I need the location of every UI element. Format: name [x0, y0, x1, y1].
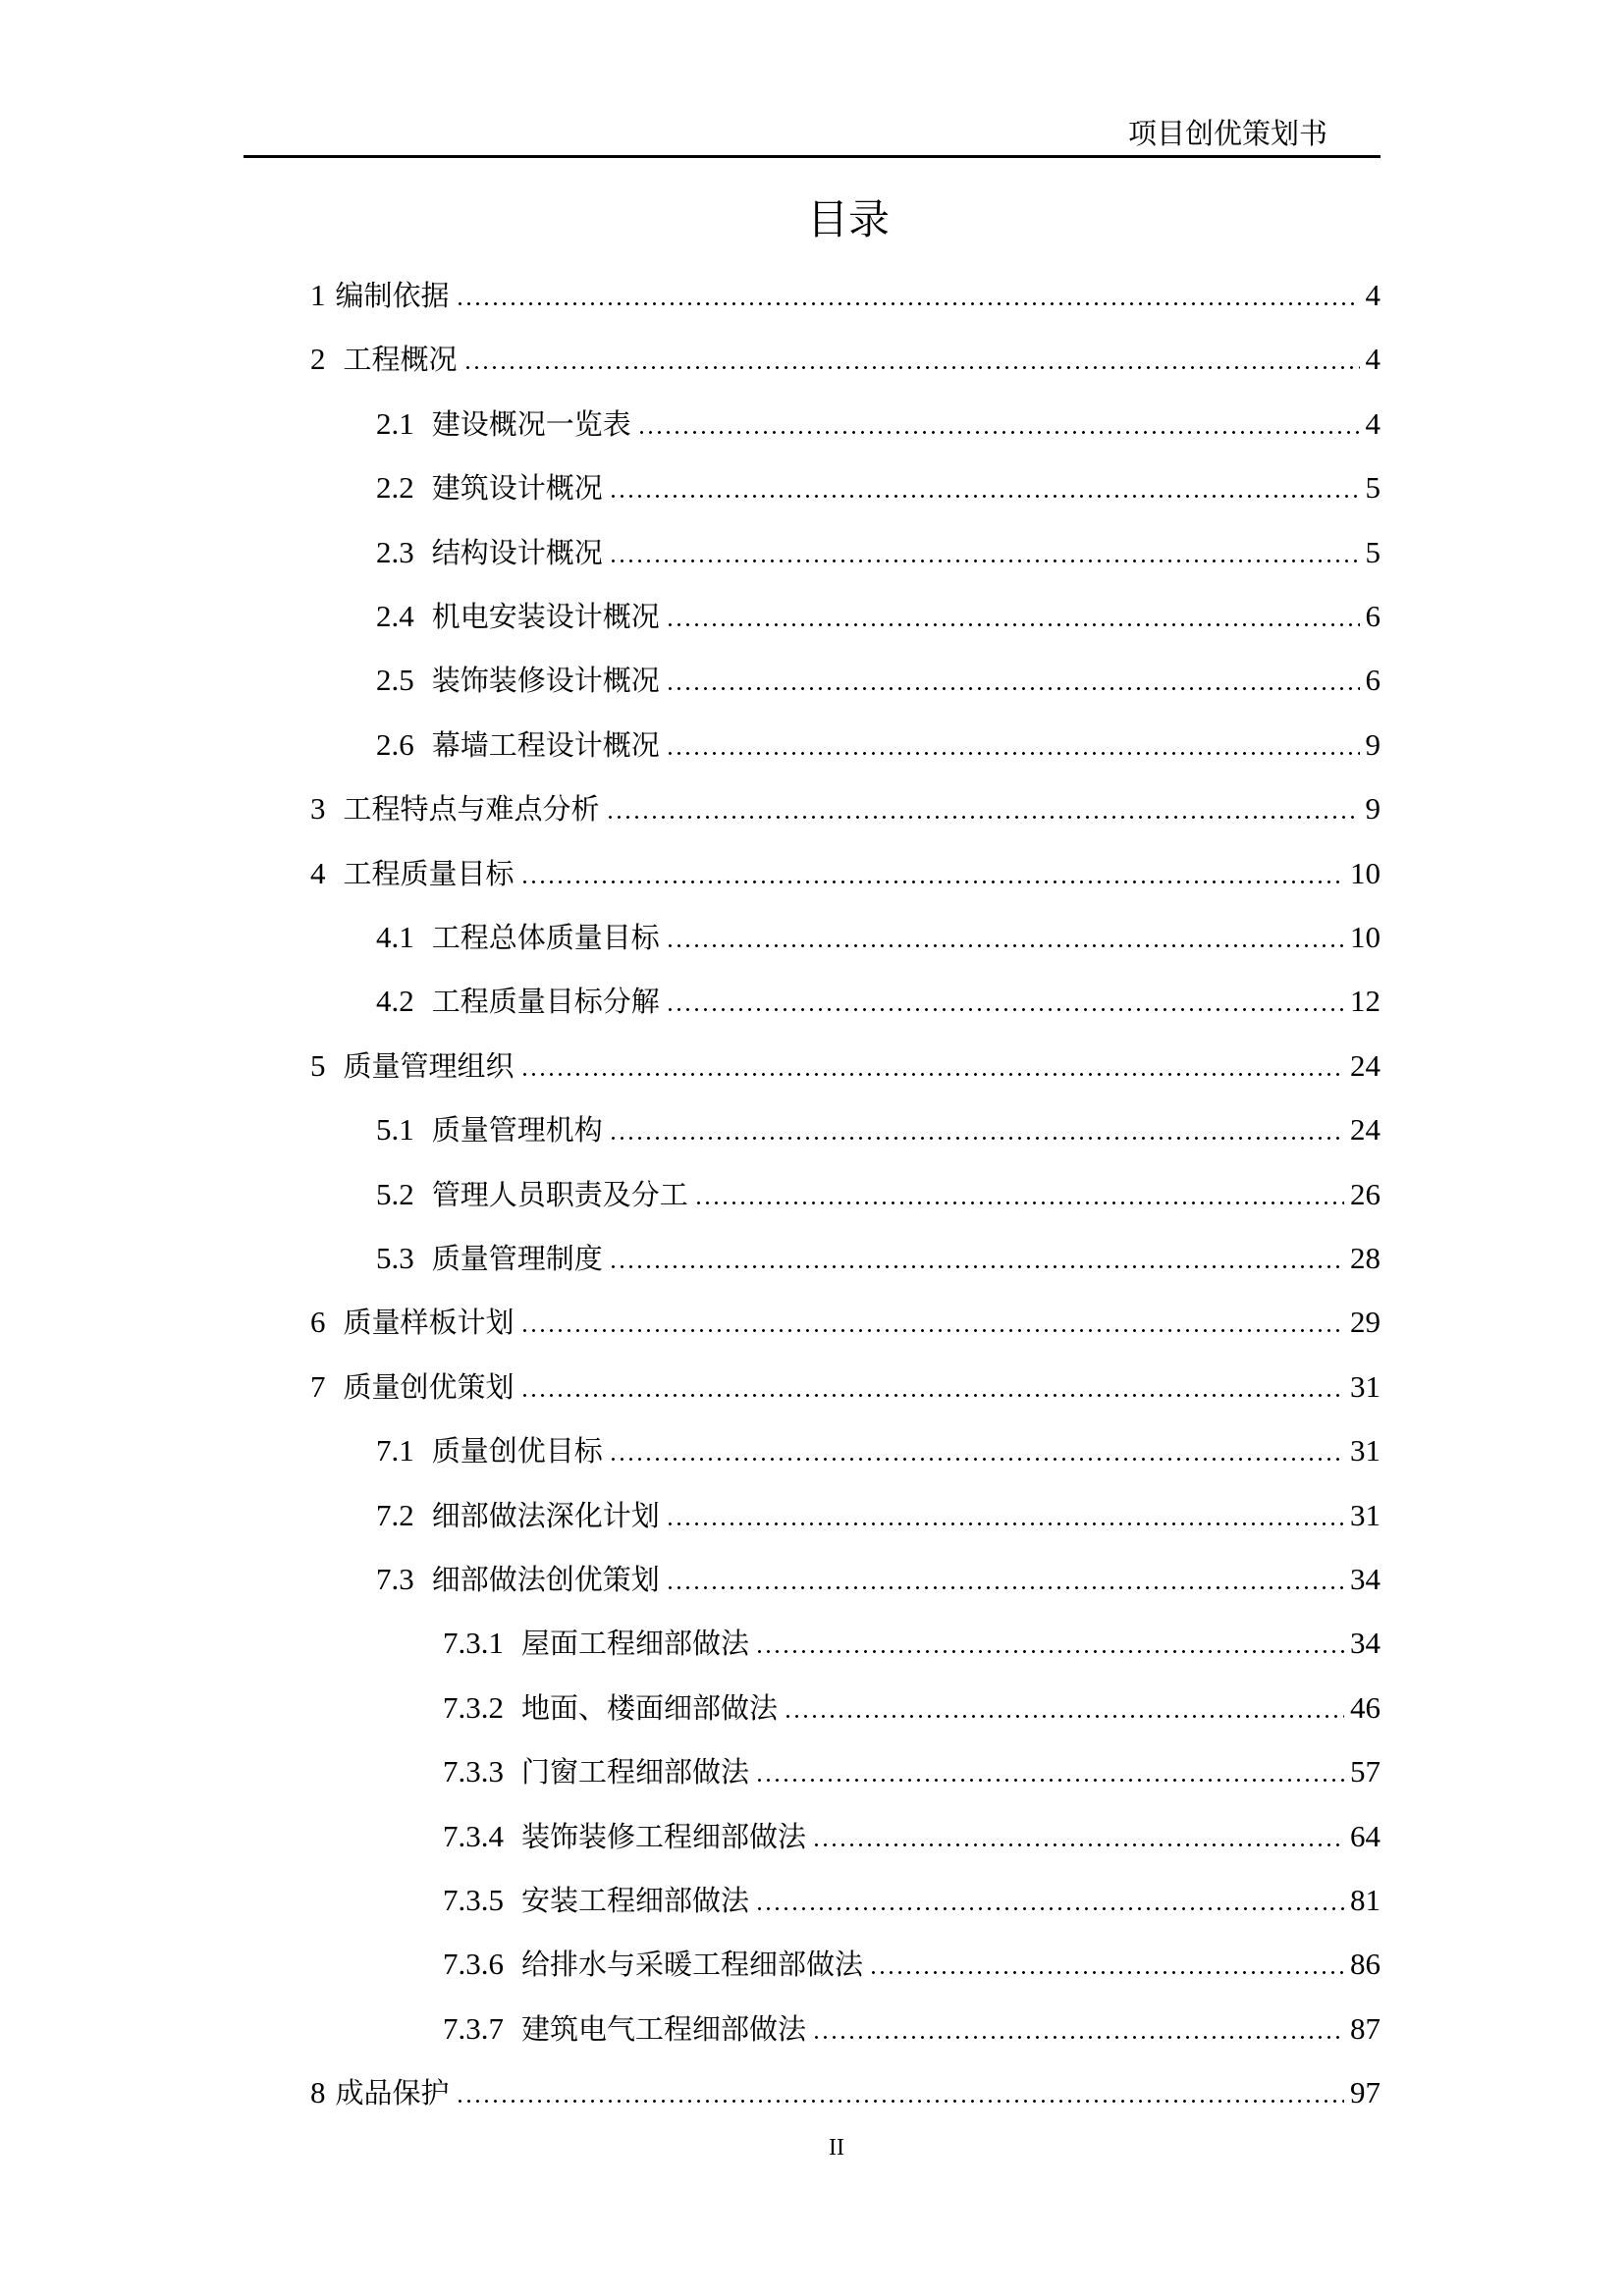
toc-entry-page: 6: [1365, 663, 1380, 697]
toc-entry[interactable]: [310, 789, 1380, 828]
toc-entry-page: 29: [1350, 1305, 1380, 1339]
toc-entry-number: 2.2: [376, 470, 414, 505]
toc-entry-title: 结构设计概况: [431, 536, 603, 569]
toc-entry-title: 幕墙工程设计概况: [431, 728, 660, 762]
toc-entry-number: 2.1: [376, 406, 414, 441]
toc-entry-page: 31: [1350, 1498, 1380, 1532]
toc-entry-title: 编制依据: [335, 279, 450, 312]
toc-entry-page: 81: [1350, 1883, 1380, 1917]
toc-entry-number: 7.3.3: [443, 1754, 504, 1789]
toc-entry-title: 建设概况一览表: [431, 407, 631, 441]
toc-entry-title: 装饰装修工程细部做法: [521, 1820, 807, 1853]
toc-entry[interactable]: [376, 918, 1380, 957]
toc-leader-dots: [606, 816, 1360, 819]
toc-entry[interactable]: [443, 1624, 1380, 1663]
toc-entry-number: 2.4: [376, 599, 414, 633]
toc-leader-dots: [456, 2100, 1344, 2103]
toc-entry[interactable]: [443, 1881, 1380, 1920]
toc-leader-dots: [520, 1073, 1344, 1076]
toc-entry-number: 7.3.6: [443, 1947, 504, 1981]
toc-entry-title: 质量管理制度: [431, 1242, 603, 1275]
toc-entry[interactable]: [310, 1303, 1380, 1342]
toc-entry-title: 质量创优目标: [431, 1434, 603, 1468]
toc-entry[interactable]: [310, 1367, 1380, 1407]
toc-leader-dots: [666, 944, 1344, 947]
toc-leader-dots: [869, 1971, 1344, 1974]
toc-entry[interactable]: [376, 982, 1380, 1021]
toc-entry-title: 质量管理组织: [343, 1049, 514, 1083]
toc-leader-dots: [520, 881, 1344, 883]
toc-leader-dots: [609, 560, 1360, 562]
toc-entry[interactable]: [376, 1496, 1380, 1535]
toc-entry-page: 4: [1365, 342, 1380, 376]
toc-entry-number: 8: [310, 2075, 326, 2109]
toc-entry-page: 24: [1350, 1048, 1380, 1083]
toc-entry-number: 5: [310, 1048, 326, 1083]
toc-entry-page: 64: [1350, 1819, 1380, 1853]
toc-entry-title: 工程概况: [343, 343, 458, 376]
toc-entry-number: 5.3: [376, 1241, 414, 1275]
toc-entry-number: 5.2: [376, 1177, 414, 1211]
toc-entry-page: 5: [1365, 470, 1380, 505]
toc-leader-dots: [456, 302, 1360, 305]
toc-entry-title: 质量管理机构: [431, 1113, 603, 1147]
toc-entry-number: 2: [310, 342, 326, 376]
toc-leader-dots: [609, 1458, 1344, 1461]
toc-leader-dots: [637, 431, 1360, 434]
toc-leader-dots: [609, 1137, 1344, 1140]
toc-entry-number: 2.5: [376, 663, 414, 697]
toc-entry[interactable]: [443, 1945, 1380, 1984]
toc-entry-title: 安装工程细部做法: [521, 1884, 750, 1917]
toc-entry[interactable]: [376, 468, 1380, 507]
toc-entry-page: 31: [1350, 1369, 1380, 1404]
toc-leader-dots: [609, 495, 1360, 498]
toc-entry-page: 97: [1350, 2075, 1380, 2109]
toc-entry[interactable]: [310, 276, 1380, 315]
toc-entry-number: 7.3.2: [443, 1690, 504, 1725]
toc-entry-title: 装饰装修设计概况: [431, 664, 660, 697]
toc-entry-page: 34: [1350, 1562, 1380, 1596]
toc-entry[interactable]: [376, 404, 1380, 444]
toc-entry[interactable]: [376, 1110, 1380, 1149]
toc-entry-page: 57: [1350, 1754, 1380, 1789]
toc-entry-page: 4: [1365, 278, 1380, 312]
toc-entry-number: 7.3.4: [443, 1819, 504, 1853]
toc-entry-number: 7.1: [376, 1433, 414, 1468]
toc-entry-number: 7.3.5: [443, 1883, 504, 1917]
toc-entry-page: 26: [1350, 1177, 1380, 1211]
toc-entry-page: 28: [1350, 1241, 1380, 1275]
toc-entry[interactable]: [376, 1431, 1380, 1470]
toc-entry-title: 给排水与采暖工程细部做法: [521, 1948, 864, 1981]
toc-entry[interactable]: [376, 533, 1380, 572]
toc-entry-number: 2.6: [376, 727, 414, 762]
toc-leader-dots: [666, 1008, 1344, 1011]
toc-entry-page: 9: [1365, 727, 1380, 762]
toc-entry[interactable]: [376, 1560, 1380, 1599]
toc-entry-number: 4: [310, 856, 326, 890]
toc-entry-number: 7: [310, 1369, 326, 1404]
toc-entry-page: 6: [1365, 599, 1380, 633]
toc-entry[interactable]: [443, 1817, 1380, 1856]
toc-leader-dots: [520, 1329, 1344, 1332]
toc-entry-page: 46: [1350, 1690, 1380, 1725]
toc-entry-number: 2.3: [376, 535, 414, 569]
toc-entry[interactable]: [310, 1046, 1380, 1086]
toc-leader-dots: [755, 1779, 1344, 1782]
toc-entry[interactable]: [376, 661, 1380, 700]
toc-leader-dots: [812, 2036, 1344, 2039]
toc-entry[interactable]: [376, 725, 1380, 765]
toc-entry-page: 86: [1350, 1947, 1380, 1981]
toc-entry-number: 5.1: [376, 1112, 414, 1147]
toc-entry-page: 10: [1350, 920, 1380, 954]
toc-leader-dots: [784, 1715, 1344, 1718]
toc-entry-page: 10: [1350, 856, 1380, 890]
toc-entry-title: 工程总体质量目标: [431, 921, 660, 954]
toc-entry-title: 细部做法深化计划: [431, 1499, 660, 1532]
toc-entry-title: 成品保护: [335, 2076, 450, 2109]
toc-entry-title: 质量创优策划: [343, 1370, 514, 1404]
running-header-title: 项目创优策划书: [1127, 117, 1327, 150]
toc-leader-dots: [755, 1650, 1344, 1653]
toc-entry-page: 5: [1365, 535, 1380, 569]
toc-entry-number: 7.3.7: [443, 2011, 504, 2046]
toc-entry[interactable]: [310, 340, 1380, 379]
toc-leader-dots: [755, 1907, 1344, 1910]
toc-entry[interactable]: [376, 1175, 1380, 1214]
toc-leader-dots: [463, 366, 1360, 369]
toc-entry-title: 机电安装设计概况: [431, 600, 660, 633]
toc-leader-dots: [812, 1843, 1344, 1846]
toc-entry[interactable]: [310, 854, 1380, 893]
toc-entry[interactable]: [376, 597, 1380, 636]
toc-entry-title: 工程特点与难点分析: [343, 792, 600, 826]
toc-entry-title: 管理人员职责及分工: [431, 1178, 688, 1211]
toc-entry-number: 6: [310, 1305, 326, 1339]
toc-entry[interactable]: [443, 1688, 1380, 1728]
toc-entry-title: 建筑设计概况: [431, 471, 603, 505]
toc-entry-page: 87: [1350, 2011, 1380, 2046]
toc-entry-page: 12: [1350, 984, 1380, 1018]
toc-entry-title: 工程质量目标: [343, 857, 514, 890]
toc-entry-title: 地面、楼面细部做法: [521, 1691, 779, 1725]
toc-entry-page: 31: [1350, 1433, 1380, 1468]
toc-entry-page: 4: [1365, 406, 1380, 441]
toc-entry-title: 建筑电气工程细部做法: [521, 2012, 807, 2046]
toc-entry-number: 4.1: [376, 920, 414, 954]
page-title: 目录: [807, 195, 891, 243]
toc-entry-page: 24: [1350, 1112, 1380, 1147]
toc-entry-number: 4.2: [376, 984, 414, 1018]
toc-entry-number: 1: [310, 278, 326, 312]
toc-leader-dots: [666, 623, 1360, 626]
toc-entry-page: 9: [1365, 791, 1380, 826]
header-rule: [244, 155, 1380, 158]
toc-entry[interactable]: [310, 2073, 1380, 2112]
toc-entry-number: 3: [310, 791, 326, 826]
toc-entry-title: 细部做法创优策划: [431, 1563, 660, 1596]
toc-entry-title: 质量样板计划: [343, 1306, 514, 1339]
toc-entry-title: 屋面工程细部做法: [521, 1627, 750, 1660]
toc-entry[interactable]: [443, 2009, 1380, 2049]
toc-entry-title: 门窗工程细部做法: [521, 1755, 750, 1789]
toc-leader-dots: [694, 1201, 1344, 1204]
toc-entry[interactable]: [376, 1239, 1380, 1278]
toc-leader-dots: [666, 687, 1360, 690]
toc-entry-number: 7.3: [376, 1562, 414, 1596]
toc-entry-number: 7.2: [376, 1498, 414, 1532]
toc-leader-dots: [666, 1522, 1344, 1525]
toc-leader-dots: [609, 1265, 1344, 1268]
toc-entry-number: 7.3.1: [443, 1626, 504, 1660]
toc-entry-page: 34: [1350, 1626, 1380, 1660]
footer-page-number: II: [829, 2135, 844, 2161]
toc-leader-dots: [520, 1394, 1344, 1397]
toc-entry[interactable]: [443, 1752, 1380, 1791]
toc-entry-title: 工程质量目标分解: [431, 985, 660, 1018]
toc-leader-dots: [666, 1586, 1344, 1589]
toc-leader-dots: [666, 752, 1360, 755]
